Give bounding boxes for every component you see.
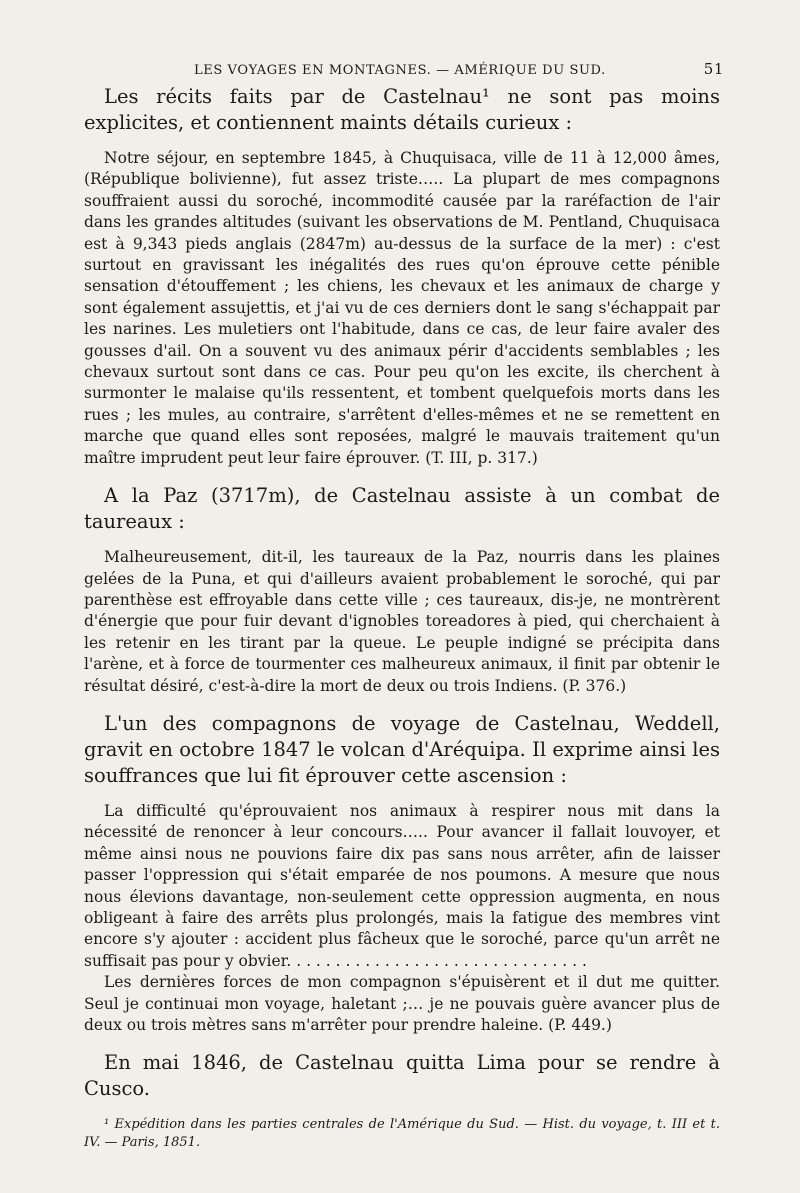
running-title: LES VOYAGES EN MONTAGNES. — AMÉRIQUE DU SUD. [194,63,606,78]
quote-chuquisaca: Notre séjour, en septembre 1845, à Chuquisaca, ville de 11 à 12,000 âmes, (République bolivienne), fut assez triste….. La plupart de mes compagnons souffraient aussi du soroché, incommodité causée par la raréfaction de l'air dans les grandes altitudes (suivant les observations de M. Pentland, Chuquisaca est à 9,343 pieds anglais (2847m) au-dessus de la surface de la mer) : c'est surtout en gravissant les inégalités des rues qu'on éprouve cette pénible sensation d'étouffement ; les chiens, les chevaux et les animaux de charge y sont également assujettis, et j'ai vu de ces derniers dont le sang s'échappait par les narines. Les muletiers ont l'habitude, dans ce cas, de leur faire avaler des gousses d'ail. On a souvent vu des animaux périr d'accidents semblables ; les chevaux surtout sont dans ce cas. Pour peu qu'on les excite, ils cherchent à surmonter le malaise qu'ils ressentent, et tombent quelquefois morts dans les rues ; les mules, au contraire, s'arrêtent d'elles-mêmes et ne se remettent en marche que quand elles sont reposées, malgré le mauvais traitement qu'un maître imprudent peut leur faire éprouver. (T. III, p. 317.) [84,149,720,467]
paragraph-weddell: L'un des compagnons de voyage de Castelnau, Weddell, gravit en octobre 1847 le volcan d'Aréquipa. Il exprime ainsi les souffrances que lui fit éprouver cette ascension : [84,711,720,787]
quote-bullfight: Malheureusement, dit-il, les taureaux de la Paz, nourris dans les plaines gelées de la Puna, et qui d'ailleurs avaient probablement le soroché, qui par parenthèse est effroyable dans cette ville ; ces taureaux, dis-je, ne montrèrent d'énergie que pour fuir devant d'ignobles toreadores à pied, qui cherchaient à les retenir en les tirant par la queue. Le peuple indigné se précipita dans l'arène, et à force de tourmenter ces malheureux animaux, il finit par obtenir le résultat désiré, c'est-à-dire la mort de deux ou trois Indiens. (P. 376.) [84,548,720,695]
quote-arequipa-part-2: Les dernières forces de mon compagnon s'épuisèrent et il dut me quitter. Seul je continuai mon voyage, haletant ;… je ne pouvais guère avancer plus de deux ou trois mètres sans m'arrêter pour prendre haleine. (P. 449.) [84,973,720,1034]
quote-arequipa-part-1: La difficulté qu'éprouvaient nos animaux à respirer nous mit dans la nécessité de renoncer à leur concours….. Pour avancer il fallait louvoyer, et même ainsi nous ne pouvions faire dix pas sans nous arrêter, afin de laisser passer l'oppression qui s'était emparée de nos poumons. A mesure que nous nous élevions davantage, non-seulement cette oppression augmenta, en nous obligeant à faire des arrêts plus prolongés, mais la fatigue des membres vint encore s'y ajouter : accident plus fâcheux que le soroché, parce qu'un arrêt ne suffisait pas pour y obvier. . . . . . . . . . . . . . . . . . . . . . . . . . . . . . . [84,801,720,970]
paragraph-lima-cusco: En mai 1846, de Castelnau quitta Lima pour se rendre à Cusco. [84,1051,720,1101]
paragraph-la-paz: A la Paz (3717m), de Castelnau assiste à un combat de taureaux : [84,484,720,534]
footnote: ¹ Expédition dans les parties centrales de l'Amérique du Sud. — Hist. du voyage, t. III et t. IV. — Paris, 1851. [84,1117,720,1151]
paragraph-intro-castelnau: Les récits faits par de Castelnau¹ ne sont pas moins explicites, et contiennent maints détails curieux : [84,85,720,134]
running-header [194,60,724,78]
page-number: 51 [703,60,724,78]
